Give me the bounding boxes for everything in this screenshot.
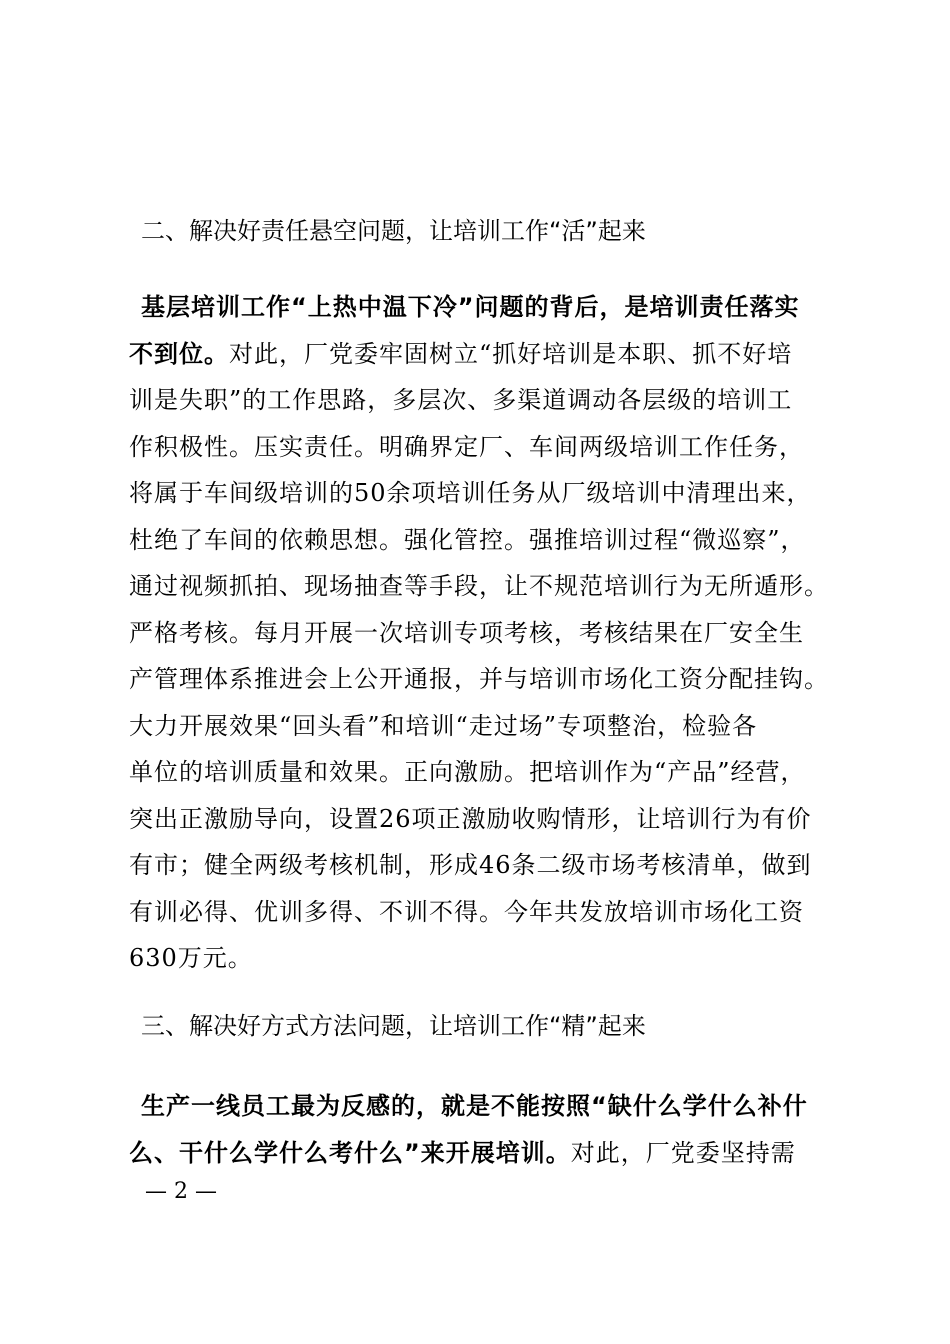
paragraph-line [129, 331, 841, 378]
page-number: — 2 — [145, 1179, 217, 1204]
paragraph-text: 对此，厂党委坚持需 [570, 1138, 796, 1167]
paragraph-line: 有训必得、优训多得、不训不得。今年共发放培训市场化工资 [129, 897, 804, 926]
section-2-heading: 二、解决好责任悬空问题，让培训工作“活”起来 [141, 217, 646, 245]
paragraph-line: 有市；健全两级考核机制，形成46条二级市场考核清单，做到 [129, 851, 812, 879]
paragraph-line [129, 1130, 841, 1177]
lead-sentence-end: 不到位。 [129, 339, 229, 368]
paragraph-line: 杜绝了车间的依赖思想。强化管控。强推培训过程“微巡察”， [129, 525, 806, 554]
section-3-paragraph [129, 1083, 841, 1176]
paragraph-line: 将属于车间级培训的50余项培训任务从厂级培训中清理出来， [129, 479, 812, 507]
paragraph-line: 训是失职”的工作思路，多层次、多渠道调动各层级的培训工 [129, 386, 793, 414]
paragraph-line: 严格考核。每月开展一次培训专项考核，考核结果在厂安全生 [129, 618, 804, 647]
paragraph-line: 作积极性。压实责任。明确界定厂、车间两级培训工作任务， [129, 432, 804, 461]
paragraph-line: 单位的培训质量和效果。正向激励。把培训作为“产品”经营， [129, 758, 806, 786]
paragraph-line: 产管理体系推进会上公开通报，并与培训市场化工资分配挂钩。 [129, 665, 829, 693]
paragraph-text: 对此，厂党委牢固树立“抓好培训是本职、抓不好培 [229, 339, 793, 368]
paragraph-line: 630万元。 [129, 944, 253, 972]
lead-sentence-end: 么、干什么学什么考什么”来开展培训。 [129, 1138, 571, 1167]
paragraph-line: 突出正激励导向，设置26项正激励收购情形，让培训行为有价 [129, 804, 812, 833]
paragraph-line: 生产一线员工最为反感的，就是不能按照“缺什么学什么补什 [141, 1092, 808, 1120]
paragraph-line: 通过视频抓拍、现场抽查等手段，让不规范培训行为无所遁形。 [129, 572, 829, 600]
paragraph-line: 基层培训工作“上热中温下冷”问题的背后，是培训责任落实 [141, 293, 800, 321]
section-3-heading: 三、解决好方式方法问题，让培训工作“精”起来 [141, 1012, 646, 1040]
paragraph-line: 大力开展效果“回头看”和培训“走过场”专项整治，检验各 [129, 711, 758, 740]
section-2-paragraph [129, 284, 841, 982]
